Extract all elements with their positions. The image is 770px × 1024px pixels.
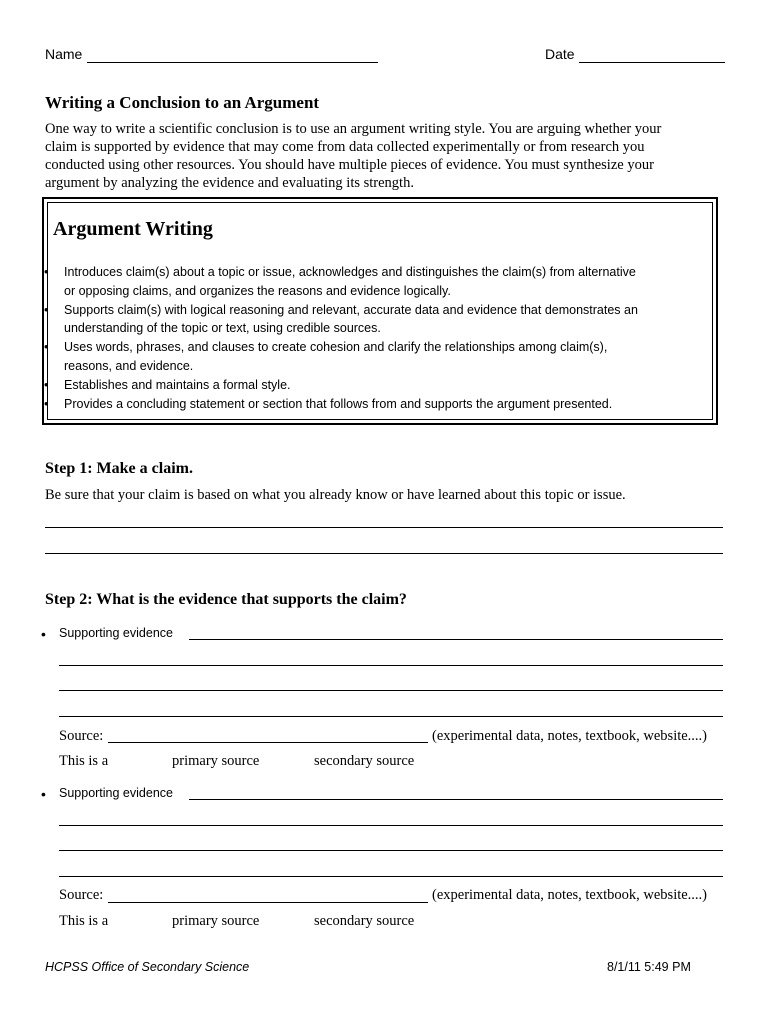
argument-writing-heading: Argument Writing bbox=[53, 218, 213, 240]
evidence-answer-line[interactable] bbox=[189, 799, 723, 800]
step2-heading: Step 2: What is the evidence that supports the claim? bbox=[45, 591, 407, 608]
footer-office: HCPSS Office of Secondary Science bbox=[45, 960, 250, 974]
source-hint: (experimental data, notes, textbook, website....) bbox=[432, 887, 708, 903]
step1-heading: Step 1: Make a claim. bbox=[45, 460, 193, 477]
list-item-text: Uses words, phrases, and clauses to create cohesion and clarify the relationships among claim(s), bbox=[64, 340, 608, 355]
date-field[interactable] bbox=[579, 62, 725, 63]
source-type-label: This is a bbox=[59, 753, 109, 769]
source-type-label: This is a bbox=[59, 913, 109, 929]
evidence-answer-line[interactable] bbox=[59, 690, 723, 691]
list-item bbox=[44, 301, 712, 339]
evidence-answer-line[interactable] bbox=[59, 665, 723, 666]
date-label: Date bbox=[545, 46, 575, 62]
list-item-text: understanding of the topic or text, using credible sources. bbox=[64, 321, 381, 336]
list-item-text: reasons, and evidence. bbox=[64, 358, 194, 373]
secondary-source-option[interactable]: secondary source bbox=[314, 913, 415, 929]
primary-source-option[interactable]: primary source bbox=[172, 753, 260, 769]
footer-datetime: 8/1/11 5:49 PM bbox=[607, 960, 691, 974]
list-item-text: Supports claim(s) with logical reasoning and relevant, accurate data and evidence that demonstrates an bbox=[64, 302, 638, 317]
claim-answer-line[interactable] bbox=[45, 527, 723, 528]
list-item-text: or opposing claims, and organizes the reasons and evidence logically. bbox=[64, 283, 451, 298]
intro-line: conducted using other resources. You should have multiple pieces of evidence. You must synthesize your bbox=[45, 157, 654, 173]
intro-paragraph bbox=[45, 120, 725, 192]
evidence-answer-line[interactable] bbox=[189, 639, 723, 640]
claim-answer-line[interactable] bbox=[45, 553, 723, 554]
argument-criteria-list bbox=[44, 263, 712, 413]
page-title: Writing a Conclusion to an Argument bbox=[45, 93, 320, 112]
name-label: Name bbox=[45, 46, 83, 62]
step1-instruction: Be sure that your claim is based on what you already know or have learned about this topic or issue. bbox=[45, 487, 626, 503]
list-item bbox=[44, 395, 712, 414]
supporting-evidence-label: Supporting evidence bbox=[59, 786, 173, 800]
bullet-icon: • bbox=[44, 302, 49, 317]
intro-line: claim is supported by evidence that may come from data collected experimentally or from research you bbox=[45, 139, 645, 155]
evidence-answer-line[interactable] bbox=[59, 716, 723, 717]
argument-writing-box bbox=[42, 197, 718, 425]
intro-line: argument by analyzing the evidence and evaluating its strength. bbox=[45, 175, 414, 191]
list-item-text: Provides a concluding statement or section that follows from and supports the argument presented. bbox=[64, 396, 613, 411]
evidence-answer-line[interactable] bbox=[59, 850, 723, 851]
list-item-text: Introduces claim(s) about a topic or issue, acknowledges and distinguishes the claim(s) from alternative bbox=[64, 265, 636, 279]
secondary-source-option[interactable]: secondary source bbox=[314, 753, 415, 769]
list-item bbox=[44, 376, 712, 395]
bullet-icon: • bbox=[44, 377, 49, 392]
list-item bbox=[44, 338, 712, 376]
source-label: Source: bbox=[59, 887, 104, 903]
bullet-icon: • bbox=[44, 396, 49, 411]
source-hint: (experimental data, notes, textbook, website....) bbox=[432, 728, 708, 744]
evidence-answer-line[interactable] bbox=[59, 825, 723, 826]
list-item bbox=[44, 263, 712, 301]
source-field[interactable] bbox=[108, 742, 428, 743]
bullet-icon: • bbox=[41, 626, 46, 642]
source-label: Source: bbox=[59, 728, 104, 744]
supporting-evidence-label: Supporting evidence bbox=[59, 626, 173, 640]
name-field[interactable] bbox=[87, 62, 378, 63]
list-item-text: Establishes and maintains a formal style. bbox=[64, 377, 291, 392]
bullet-icon: • bbox=[44, 265, 49, 279]
bullet-icon: • bbox=[44, 340, 49, 355]
intro-line: One way to write a scientific conclusion is to use an argument writing style. You are arguing whether your bbox=[45, 121, 662, 137]
source-field[interactable] bbox=[108, 902, 428, 903]
primary-source-option[interactable]: primary source bbox=[172, 913, 260, 929]
evidence-answer-line[interactable] bbox=[59, 876, 723, 877]
bullet-icon: • bbox=[41, 786, 46, 802]
